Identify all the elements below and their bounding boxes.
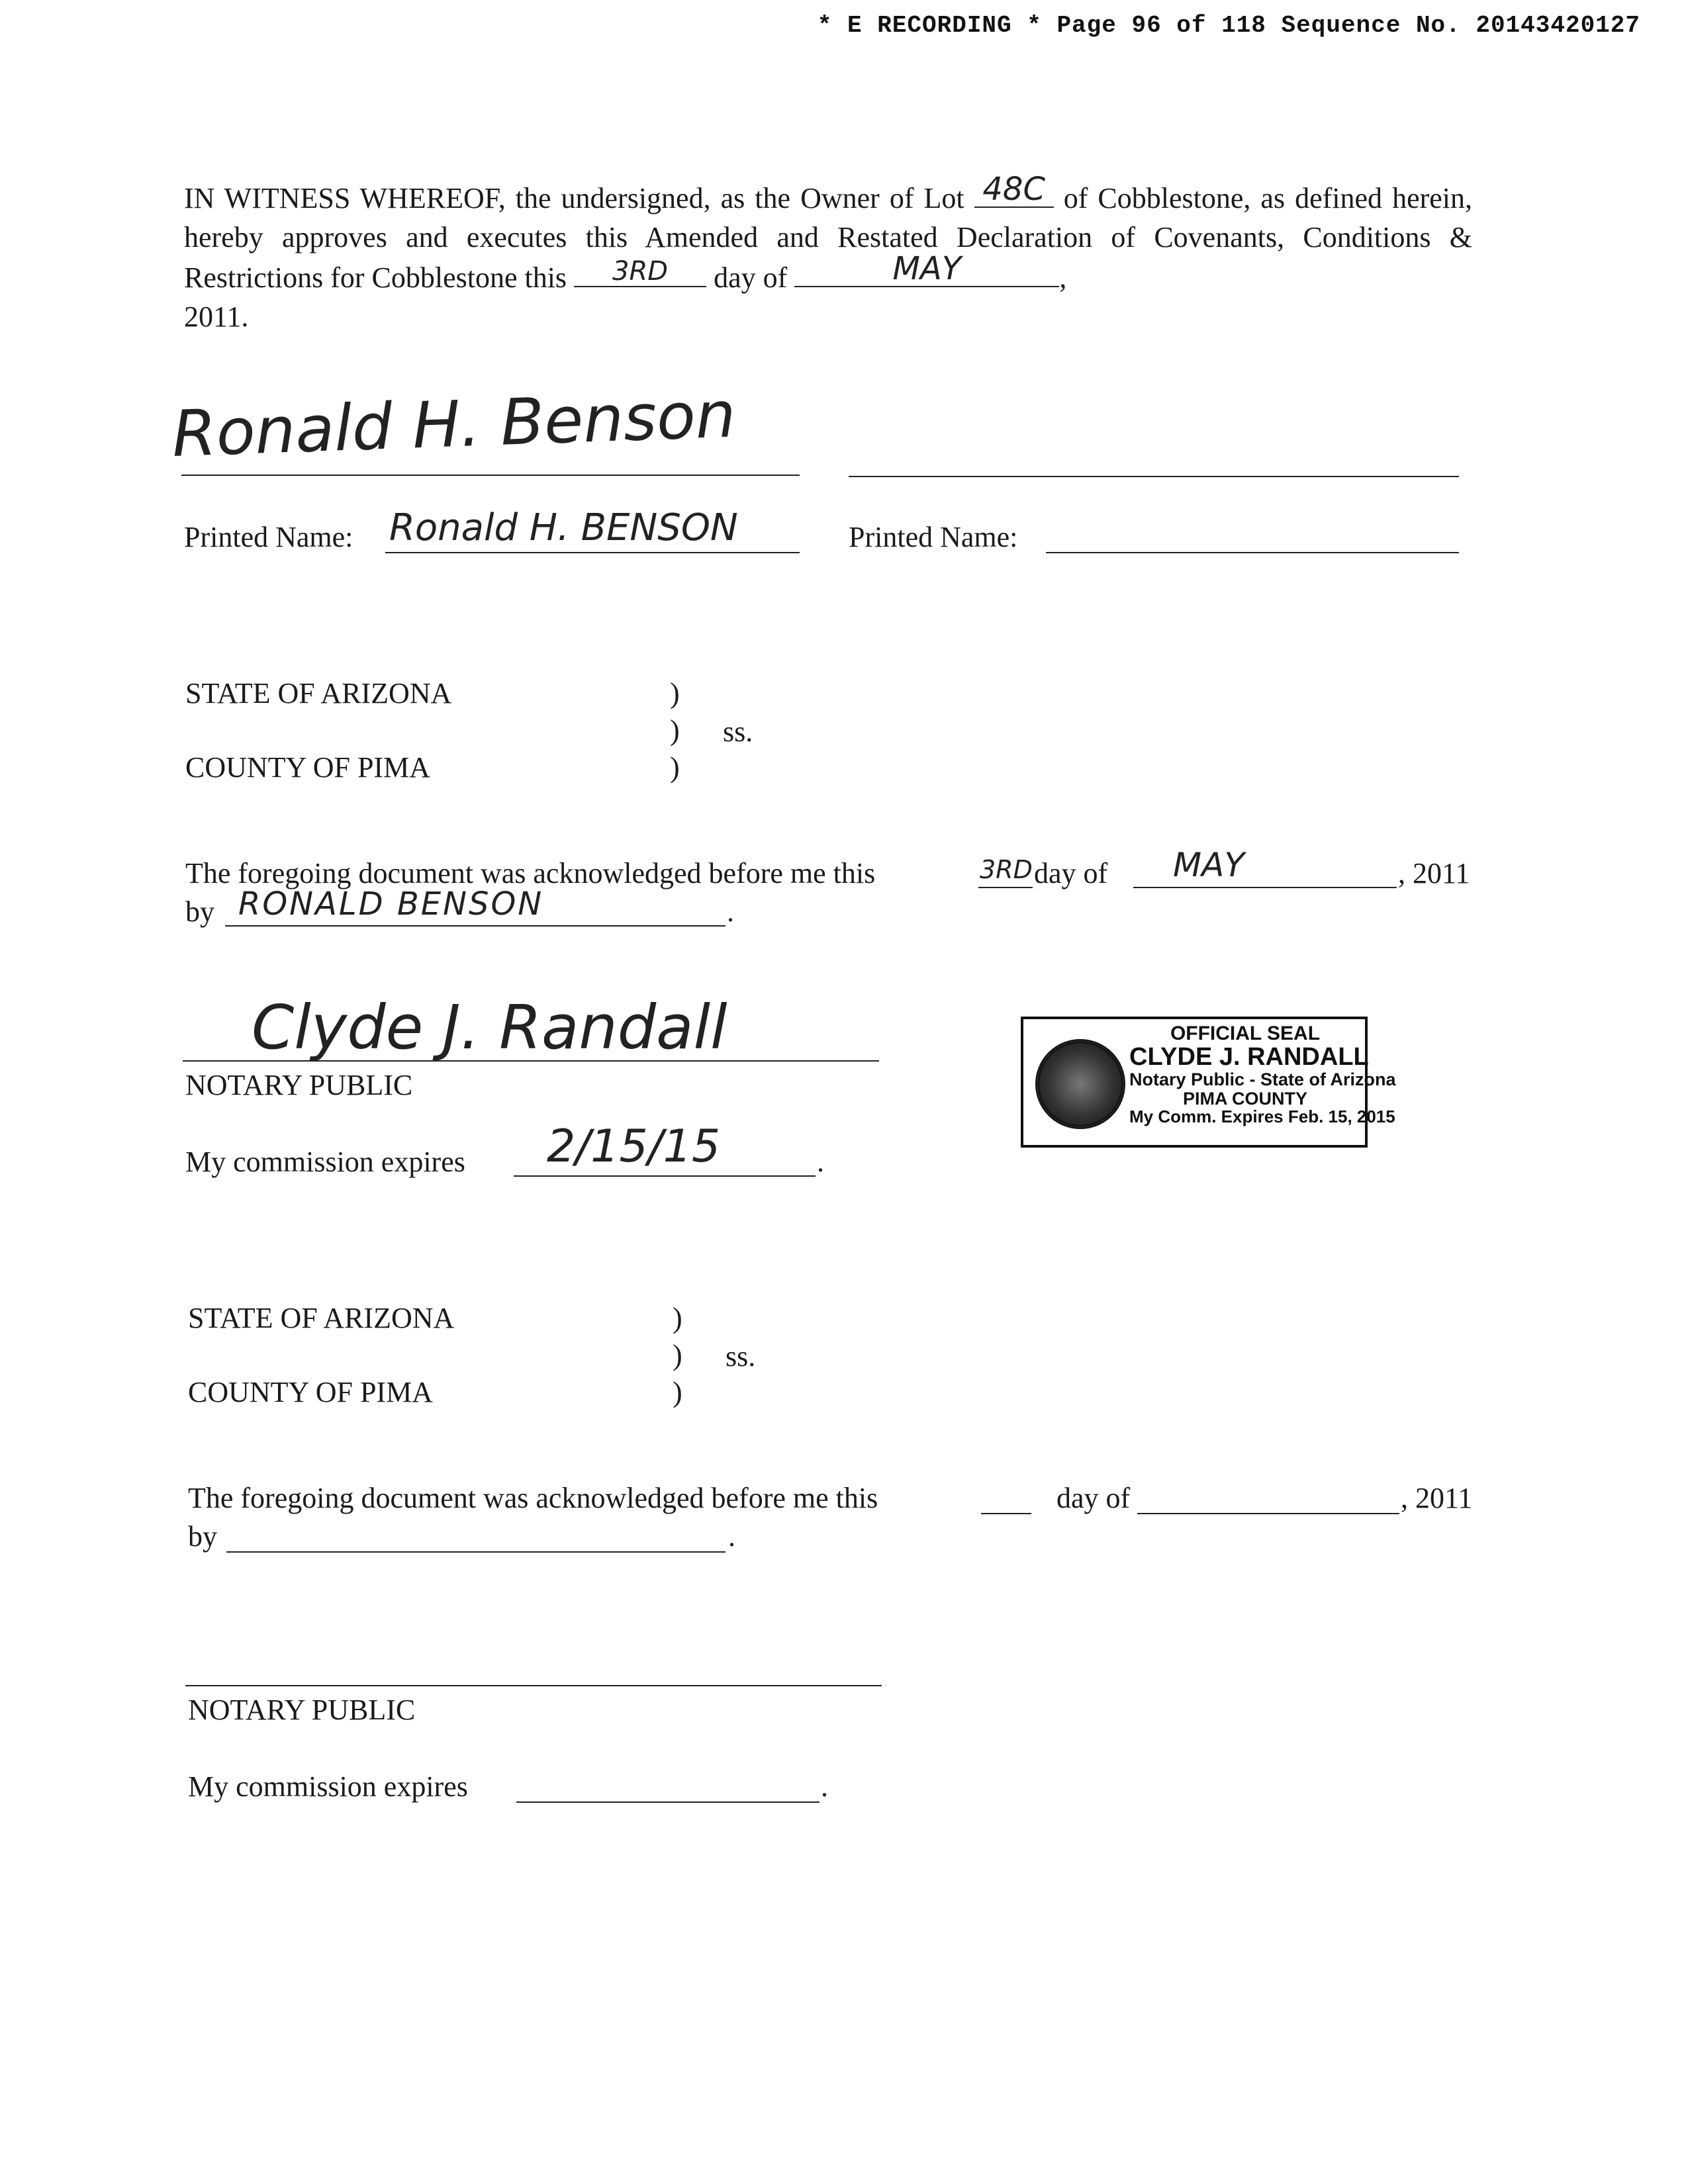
notary1-commission-field[interactable] bbox=[514, 1120, 816, 1177]
venue2-paren-1: ) bbox=[673, 1302, 682, 1334]
venue1-ss: ss. bbox=[723, 715, 753, 748]
ack2-text-1: The foregoing document was acknowledged before me this bbox=[188, 1482, 878, 1514]
ack2-day-field[interactable] bbox=[981, 1513, 1031, 1514]
ack2-by-field[interactable] bbox=[226, 1551, 726, 1553]
seal-line-4: PIMA COUNTY bbox=[1183, 1088, 1307, 1109]
witness-text-3: day of bbox=[714, 261, 788, 294]
venue2-county: COUNTY OF PIMA bbox=[188, 1376, 433, 1408]
venue2-paren-2: ) bbox=[673, 1339, 682, 1371]
venue1-paren-2: ) bbox=[670, 714, 680, 747]
day-value: 3RD bbox=[612, 256, 669, 287]
notary2-commission-field[interactable] bbox=[516, 1801, 820, 1803]
seal-line-1: OFFICIAL SEAL bbox=[1170, 1023, 1321, 1044]
ack1-by-value: RONALD BENSON bbox=[238, 886, 544, 923]
ack2-text-2: day of bbox=[1056, 1482, 1131, 1514]
printed-name-label-2: Printed Name: bbox=[849, 521, 1018, 553]
venue2-ss: ss. bbox=[726, 1340, 756, 1373]
ack1-by-field[interactable] bbox=[225, 887, 726, 927]
day-field[interactable] bbox=[574, 257, 706, 287]
ack1-text-3: , 2011 bbox=[1398, 857, 1470, 889]
seal-line-3: Notary Public - State of Arizona bbox=[1129, 1069, 1396, 1090]
notary2-commission-label: My commission expires bbox=[188, 1770, 468, 1803]
arizona-seal-emblem-icon bbox=[1035, 1039, 1125, 1129]
month-value: MAY bbox=[892, 250, 962, 287]
seal-text bbox=[1129, 1023, 1396, 1127]
seal-line-2: CLYDE J. RANDALL bbox=[1129, 1042, 1369, 1071]
printed-name-label-1: Printed Name: bbox=[184, 521, 353, 553]
notary1-signature bbox=[252, 986, 728, 1066]
witness-year: 2011. bbox=[184, 300, 249, 333]
ack2-period: . bbox=[728, 1520, 735, 1553]
month-field[interactable] bbox=[794, 250, 1059, 287]
venue1-state: STATE OF ARIZONA bbox=[185, 677, 452, 709]
ack2-month-field[interactable] bbox=[1137, 1513, 1399, 1514]
ack1-period: . bbox=[727, 895, 734, 928]
notary1-label: NOTARY PUBLIC bbox=[185, 1069, 413, 1101]
witness-text-1: IN WITNESS WHEREOF, the undersigned, as the Owner of Lot bbox=[184, 182, 964, 214]
printed-name-value-1: Ronald H. BENSON bbox=[389, 506, 738, 549]
ack1-day-field[interactable] bbox=[978, 848, 1033, 888]
printed-name-field-2[interactable] bbox=[1046, 552, 1459, 553]
witness-text-2: of Cobblestone, as defined herein, hereby approves and executes this Amended and Restated Declaration of Covenants, Conditions & Restrictions for Cobblestone this bbox=[184, 182, 1473, 294]
ack1-text-1: The foregoing document was acknowledged before me this bbox=[185, 857, 876, 889]
notary1-signature-text: Clyde J. Randall bbox=[252, 992, 727, 1063]
witness-paragraph bbox=[184, 171, 1473, 336]
witness-text-4: , bbox=[1059, 261, 1067, 294]
notary2-period: . bbox=[821, 1770, 828, 1803]
notary2-signature-line[interactable] bbox=[185, 1685, 882, 1686]
ack1-day-value: 3RD bbox=[980, 855, 1033, 884]
ack2-text-3: , 2011 bbox=[1401, 1482, 1473, 1514]
notary1-commission-value: 2/15/15 bbox=[547, 1120, 721, 1173]
venue1-county: COUNTY OF PIMA bbox=[185, 751, 430, 784]
venue2-paren-3: ) bbox=[673, 1376, 682, 1408]
ack1-month-value: MAY bbox=[1173, 846, 1244, 884]
lot-value: 48C bbox=[982, 171, 1045, 208]
notary1-signature-line[interactable] bbox=[183, 1060, 879, 1062]
notary1-period: . bbox=[817, 1146, 824, 1178]
lot-field[interactable] bbox=[974, 171, 1054, 208]
ack2-by-label: by bbox=[188, 1520, 217, 1553]
second-signature-line[interactable] bbox=[849, 476, 1459, 477]
owner-signature-line[interactable] bbox=[181, 475, 800, 476]
owner-signature bbox=[173, 371, 802, 477]
printed-name-field-1[interactable] bbox=[385, 506, 800, 553]
owner-signature-text: Ronald H. Benson bbox=[171, 377, 737, 471]
venue1-paren-1: ) bbox=[670, 677, 680, 709]
seal-line-5: My Comm. Expires Feb. 15, 2015 bbox=[1129, 1107, 1395, 1127]
notary2-label: NOTARY PUBLIC bbox=[188, 1694, 416, 1726]
recording-header: * E RECORDING * Page 96 of 118 Sequence No. 20143420127 bbox=[817, 12, 1640, 39]
notary1-commission-label: My commission expires bbox=[185, 1146, 465, 1178]
ack1-by-label: by bbox=[185, 895, 214, 928]
ack1-month-field[interactable] bbox=[1133, 848, 1397, 888]
official-seal bbox=[1021, 1017, 1396, 1148]
venue1-paren-3: ) bbox=[670, 751, 680, 784]
ack1-text-2: day of bbox=[1034, 857, 1108, 889]
venue2-state: STATE OF ARIZONA bbox=[188, 1302, 455, 1334]
